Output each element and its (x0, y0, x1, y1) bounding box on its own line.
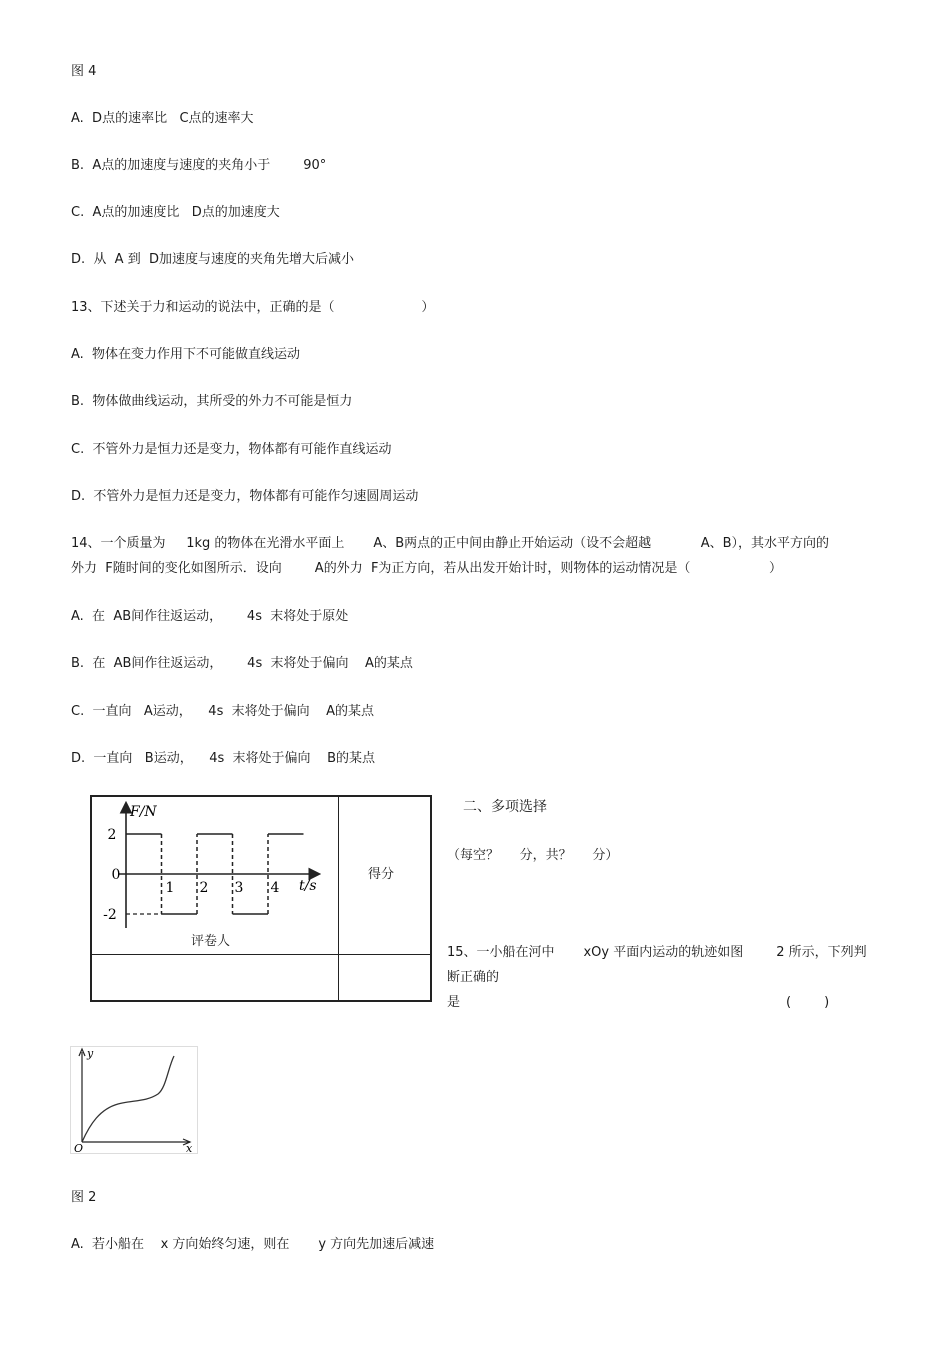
q12-option-d: D. 从 A 到 D加速度与速度的夹角先增大后减小 (71, 252, 354, 267)
figure-4-caption: 图 4 (71, 64, 97, 79)
q14-stem-line1: 14、一个质量为 1kg 的物体在光滑水平面上 A、B两点的正中间由静止开始运动（设不会超越 A、B），其水平方向的 (71, 536, 830, 551)
q14-option-b: B. 在 AB间作往返运动， 4s 末将处于偏向 A的某点 (71, 656, 413, 671)
q14-option-d: D. 一直向 B运动， 4s 末将处于偏向 B的某点 (71, 751, 376, 766)
x-axis-label: t/s (299, 878, 317, 894)
fig2-y-label: y (87, 1047, 94, 1060)
q12-option-c: C. A点的加速度比 D点的加速度大 (71, 205, 280, 220)
y-tick-label: 0 (111, 867, 121, 883)
x-tick-label: 1 (165, 880, 175, 896)
q14-option-c: C. 一直向 A运动， 4s 末将处于偏向 A的某点 (71, 704, 375, 719)
score-label: 得分 (368, 867, 395, 882)
x-tick-label: 4 (270, 880, 280, 896)
q13-option-d: D. 不管外力是恒力还是变力，物体都有可能作匀速圆周运动 (71, 489, 419, 504)
q15-stem-line3: 是 (447, 995, 461, 1010)
trajectory-figure (70, 1046, 198, 1154)
y-axis-label: F/N (130, 804, 157, 820)
q13-stem: 13、下述关于力和运动的说法中，正确的是（ ） (71, 300, 435, 315)
q13-option-a: A. 物体在变力作用下不可能做直线运动 (71, 347, 301, 362)
figure-2-caption: 图 2 (71, 1190, 97, 1205)
force-chart (96, 798, 332, 938)
fig2-origin-label: O (74, 1142, 84, 1154)
q13-option-c: C. 不管外力是恒力还是变力，物体都有可能作直线运动 (71, 442, 392, 457)
q15-stem-line1: 15、一小船在河中 xOy 平面内运动的轨迹如图 2 所示，下列判 (447, 945, 867, 960)
grader-label: 评卷人 (191, 934, 231, 949)
q12-option-a: A. D点的速率比 C点的速率大 (71, 111, 254, 126)
section-title: 二、多项选择 (463, 799, 547, 815)
q15-answer-paren: ( ) (786, 995, 830, 1010)
fig2-x-label: x (186, 1142, 193, 1154)
x-tick-label: 2 (199, 880, 209, 896)
score-table-row-divider (92, 954, 430, 955)
q15-option-a: A. 若小船在 x 方向始终匀速，则在 y 方向先加速后减速 (71, 1237, 435, 1252)
y-tick-label: 2 (107, 827, 117, 843)
q14-stem-line2: 外力 F随时间的变化如图所示．设向 A的外力 F为正方向，若从出发开始计时，则物体的运动情况是（ ） (71, 561, 782, 576)
score-table-divider (338, 797, 339, 1000)
q14-option-a: A. 在 AB间作往返运动， 4s 末将处于原处 (71, 609, 349, 624)
q12-option-b: B. A点的加速度与速度的夹角小于 90° (71, 158, 327, 173)
y-tick-label: -2 (103, 907, 117, 923)
x-tick-label: 3 (234, 880, 244, 896)
section-scoring: （每空？ 分，共？ 分） (447, 848, 619, 863)
q13-option-b: B. 物体做曲线运动，其所受的外力不可能是恒力 (71, 394, 353, 409)
figure-frame (71, 1047, 198, 1154)
q15-stem-line2: 断正确的 (447, 970, 500, 985)
